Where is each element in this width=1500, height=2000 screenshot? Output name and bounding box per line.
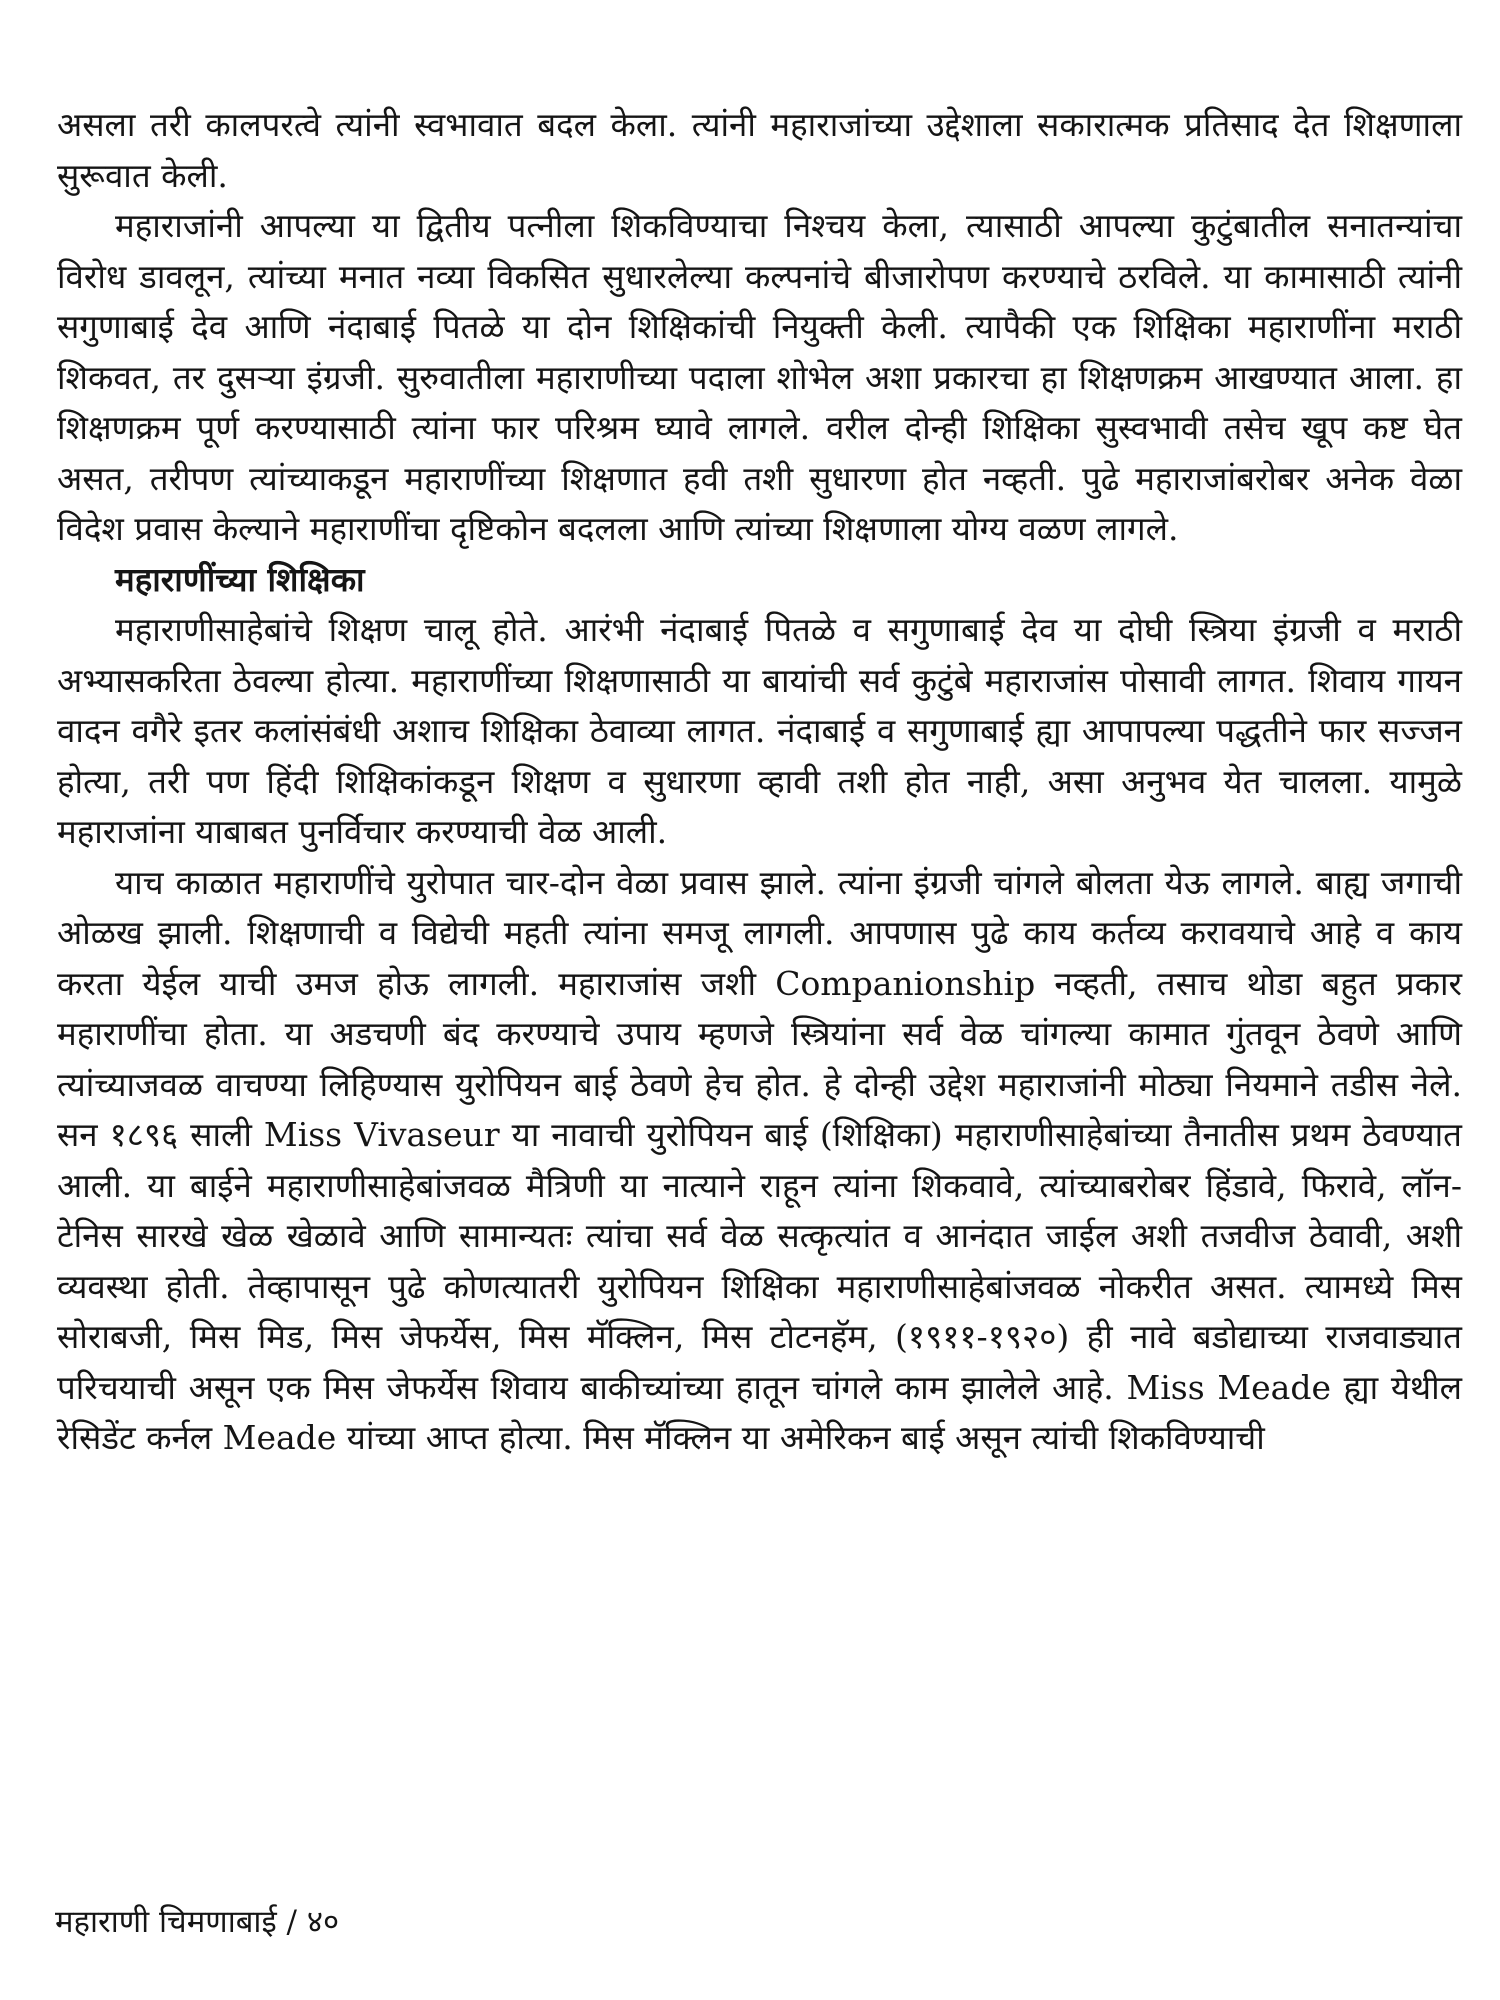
page-body	[57, 100, 1462, 1464]
paragraph-education-decision: महाराजांनी आपल्या या द्वितीय पत्नीला शिकविण्याचा निश्चय केला, त्यासाठी आपल्या कुटुंबातील सनातन्यांचा विरोध डावलून, त्यांच्या मनात नव्या विकसित सुधारलेल्या कल्पनांचे बीजारोपण करण्याचे ठरविले. या कामासाठी त्यांनी सगुणाबाई देव आणि नंदाबाई पितळे या दोन शिक्षिकांची नियुक्ती केली. त्यापैकी एक शिक्षिका महाराणींना मराठी शिकवत, तर दुसऱ्या इंग्रजी. सुरुवातीला महाराणीच्या पदाला शोभेल अशा प्रकारचा हा शिक्षणक्रम आखण्यात आला. हा शिक्षणक्रम पूर्ण करण्यासाठी त्यांना फार परिश्रम घ्यावे लागले. वरील दोन्ही शिक्षिका सुस्वभावी तसेच खूप कष्ट घेत असत, तरीपण त्यांच्याकडून महाराणींच्या शिक्षणात हवी तशी सुधारणा होत नव्हती. पुढे महाराजांबरोबर अनेक वेळा विदेश प्रवास केल्याने महाराणींचा दृष्टिकोन बदलला आणि त्यांच्या शिक्षणाला योग्य वळण लागले.	[57, 206, 1463, 548]
page-footer: महाराणी चिमणाबाई / ४०	[55, 1904, 340, 1940]
paragraph-continuation: असला तरी कालपरत्वे त्यांनी स्वभावात बदल केला. त्यांनी महाराजांच्या उद्देशाला सकारात्मक प्रतिसाद देत शिक्षणाला सुरूवात केली.	[57, 105, 1462, 195]
paragraph-teachers: महाराणीसाहेबांचे शिक्षण चालू होते. आरंभी नंदाबाई पितळे व सगुणाबाई देव या दोघी स्त्रिया इंग्रजी व मराठी अभ्यासकरिता ठेवल्या होत्या. महाराणींच्या शिक्षणासाठी या बायांची सर्व कुटुंबे महाराजांस पोसावी लागत. शिवाय गायन वादन वगैरे इतर कलांसंबंधी अशाच शिक्षिका ठेवाव्या लागत. नंदाबाई व सगुणाबाई ह्या आपापल्या पद्धतीने फार सज्जन होत्या, तरी पण हिंदी शिक्षिकांकडून शिक्षण व सुधारणा व्हावी तशी होत नाही, असा अनुभव येत चालला. यामुळे महाराजांना याबाबत पुनर्विचार करण्याची वेळ आली.	[57, 610, 1462, 851]
section-heading: महाराणींच्या शिक्षिका	[115, 559, 365, 599]
paragraph-europe-travel: याच काळात महाराणींचे युरोपात चार-दोन वेळा प्रवास झाले. त्यांना इंग्रजी चांगले बोलता येऊ लागले. बाह्य जगाची ओळख झाली. शिक्षणाची व विद्येची महती त्यांना समजू लागली. आपणास पुढे काय कर्तव्य करावयाचे आहे व काय करता येईल याची उमज होऊ लागली. महाराजांस जशी Companionship नव्हती, तसाच थोडा बहुत प्रकार महाराणींचा होता. या अडचणी बंद करण्याचे उपाय म्हणजे स्त्रियांना सर्व वेळ चांगल्या कामात गुंतवून ठेवणे आणि त्यांच्याजवळ वाचण्या लिहिण्यास युरोपियन बाई ठेवणे हेच होत. हे दोन्ही उद्देश महाराजांनी मोठ्या नियमाने तडीस नेले. सन १८९६ साली Miss Vivaseur या नावाची युरोपियन बाई (शिक्षिका) महाराणीसाहेबांच्या तैनातीस प्रथम ठेवण्यात आली. या बाईने महाराणीसाहेबांजवळ मैत्रिणी या नात्याने राहून त्यांना शिकवावे, त्यांच्याबरोबर हिंडावे, फिरावे, लॉन-टेनिस सारखे खेळ खेळावे आणि सामान्यतः त्यांचा सर्व वेळ सत्कृत्यांत व आनंदात जाईल अशी तजवीज ठेवावी, अशी व्यवस्था होती. तेव्हापासून पुढे कोणत्यातरी युरोपियन शिक्षिका महाराणीसाहेबांजवळ नोकरीत असत. त्यामध्ये मिस सोराबजी, मिस मिड, मिस जेफर्येस, मिस मॅक्लिन, मिस टोटनहॅम, (१९११-१९२०) ही नावे बडोद्याच्या राजवाड्यात परिचयाची असून एक मिस जेफर्येस शिवाय बाकीच्यांच्या हातून चांगले काम झालेले आहे. Miss Meade ह्या येथील रेसिडेंट कर्नल Meade यांच्या आप्त होत्या. मिस मॅक्लिन या अमेरिकन बाई असून त्यांची शिकविण्याची	[57, 862, 1462, 1457]
